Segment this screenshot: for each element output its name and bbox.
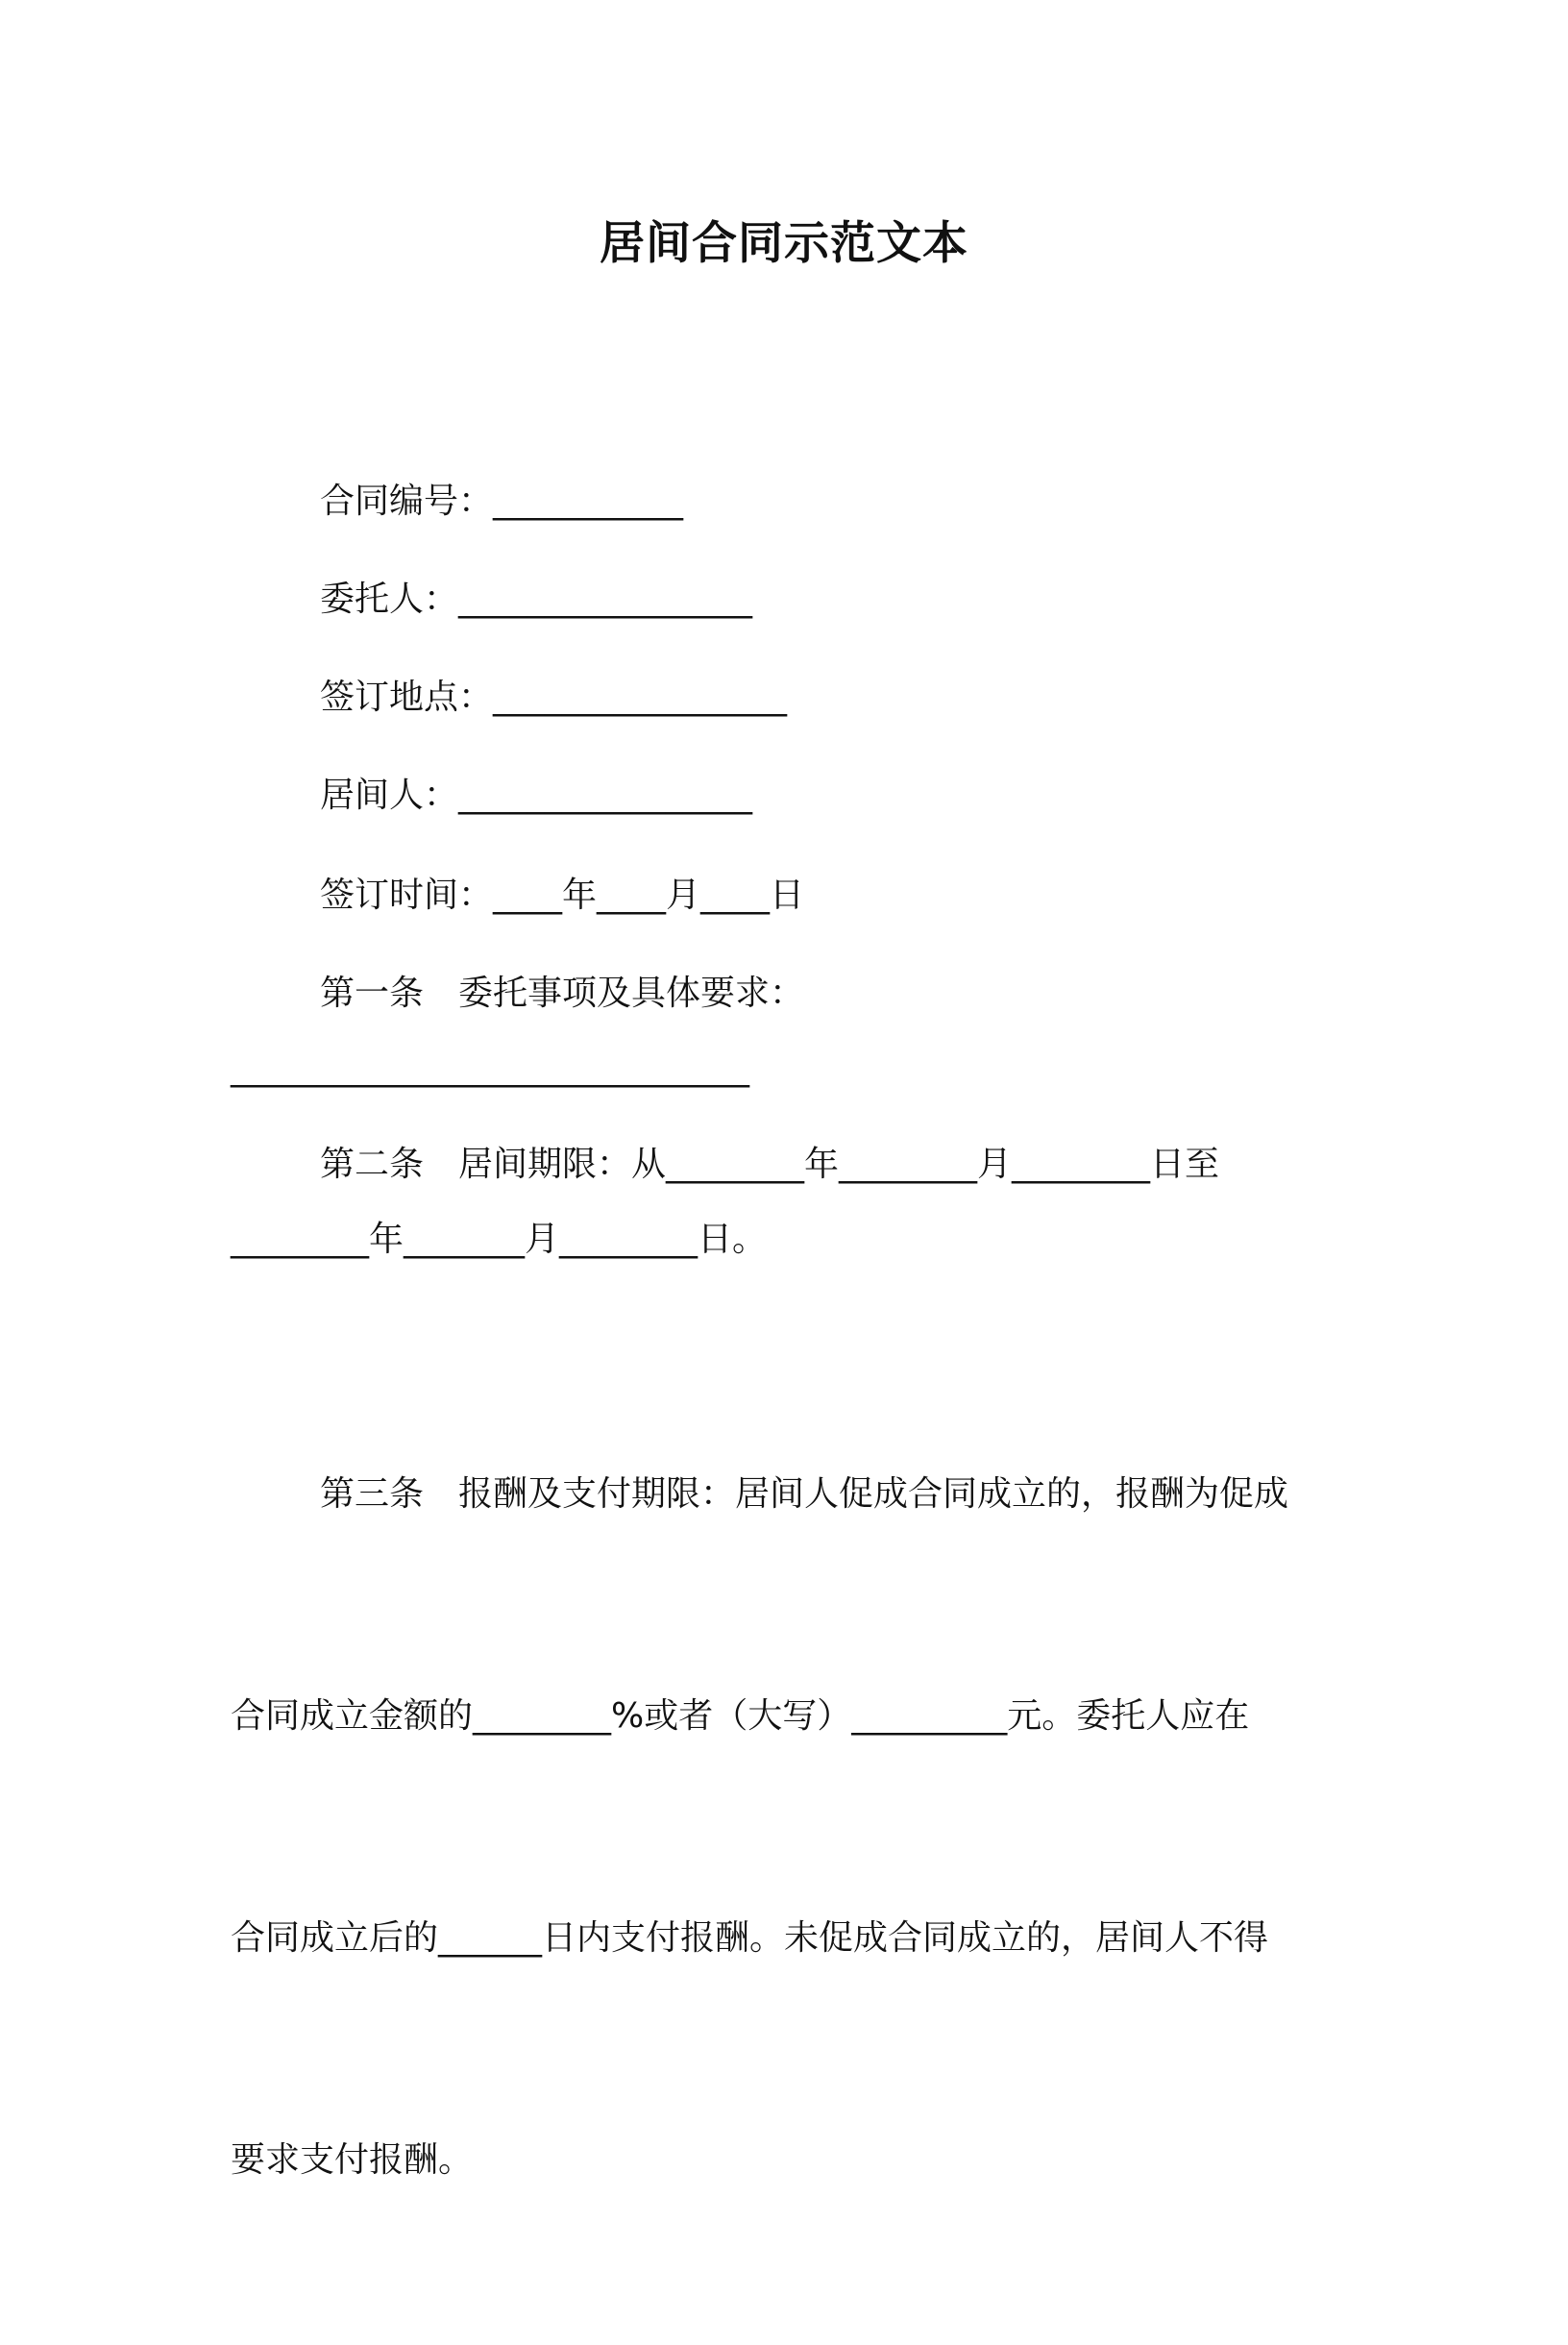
article-1-blank: ______________________________ [231, 1049, 749, 1088]
article-3-line-4: 要求支付报酬。 [231, 2140, 474, 2180]
field-sign-time: 签订时间：____年____月____日 [320, 876, 805, 915]
article-1-heading: 第一条 委托事项及具体要求： [320, 974, 805, 1013]
article-3-line-1: 第三条 报酬及支付期限：居间人促成合同成立的，报酬为促成 [320, 1474, 1289, 1514]
article-3-paragraph [231, 1309, 1335, 2345]
field-principal: 委托人：_________________ [320, 580, 753, 619]
field-sign-place: 签订地点：_________________ [320, 678, 788, 717]
field-intermediary: 居间人：_________________ [320, 776, 753, 815]
article-2-line-2: ________年_______月________日。 [231, 1220, 767, 1259]
article-2-line-1: 第二条 居间期限：从________年________月________日至 [320, 1145, 1220, 1184]
field-contract-number: 合同编号：___________ [320, 481, 684, 521]
article-3-line-2: 合同成立金额的________%或者（大写）_________元。委托人应在 [231, 1696, 1250, 1736]
document-title: 居间合同示范文本 [600, 217, 968, 270]
article-3-line-3: 合同成立后的______日内支付报酬。未促成合同成立的，居间人不得 [231, 1918, 1269, 1958]
